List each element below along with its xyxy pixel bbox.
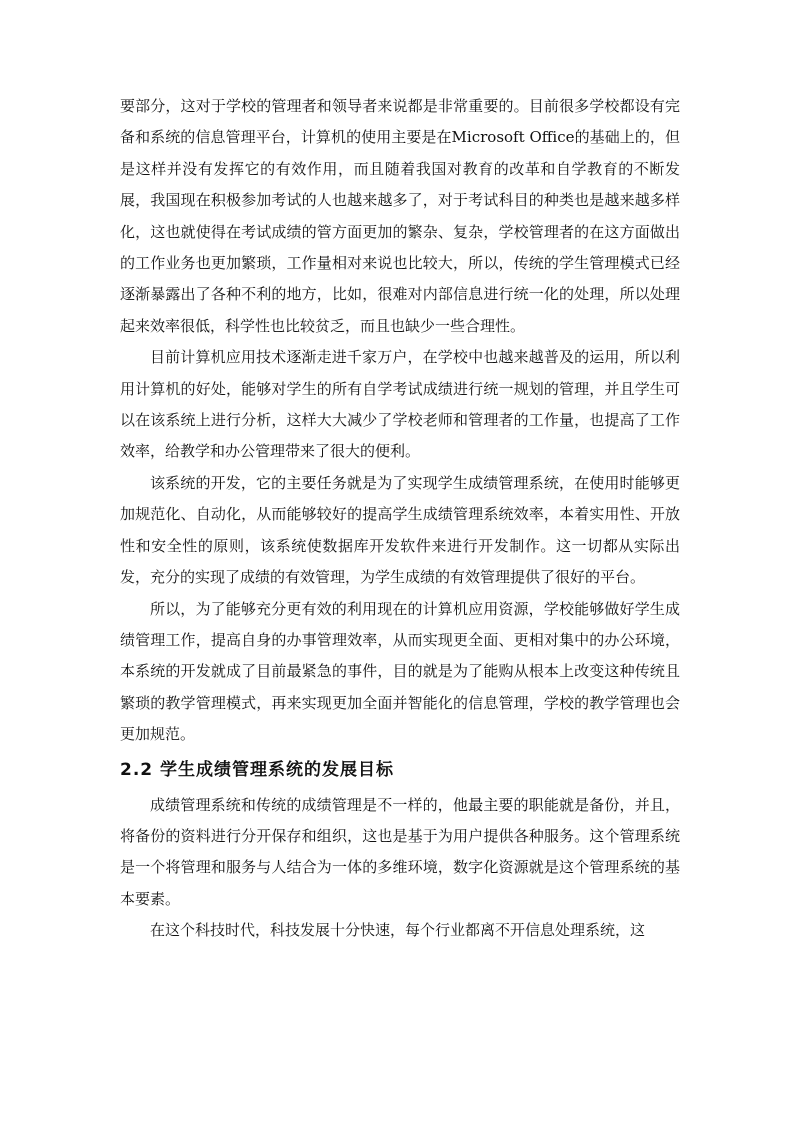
paragraph-4: 所以，为了能够充分更有效的利用现在的计算机应用资源，学校能够做好学生成绩管理工作，提高自身的办事管理效率，从而实现更全面、更相对集中的办公环境，本系统的开发就成了目前最紧急的事件，目的就是为了能购从根本上改变这种传统且繁琐的教学管理模式，再来实现更加全面并智能化的信息管理，学校的教学管理也会更加规范。 bbox=[120, 599, 680, 744]
document-body bbox=[120, 91, 680, 947]
section-heading: 2.2 学生成绩管理系统的发展目标 bbox=[120, 759, 395, 780]
paragraph-6: 在这个科技时代，科技发展十分快速，每个行业都离不开信息处理系统，这 bbox=[150, 921, 646, 940]
paragraph-5: 成绩管理系统和传统的成绩管理是不一样的，他最主要的职能就是备份，并且，将备份的资料进行分开保存和组织，这也是基于为用户提供各种服务。这个管理系统是一个将管理和服务与人结合为一体的多维环境，数字化资源就是这个管理系统的基本要素。 bbox=[120, 795, 680, 908]
paragraph-3: 该系统的开发，它的主要任务就是为了实现学生成绩管理系统，在使用时能够更加规范化、自动化，从而能够较好的提高学生成绩管理系统效率，本着实用性、开放性和安全性的原则，该系统使数据库开发软件来进行开发制作。这一切都从实际出发，充分的实现了成绩的有效管理，为学生成绩的有效管理提供了很好的平台。 bbox=[120, 473, 680, 587]
paragraph-1: 要部分，这对于学校的管理者和领导者来说都是非常重要的。目前很多学校都设有完备和系统的信息管理平台，计算机的使用主要是在Microsoft Office的基础上的，但是这样并没有发挥它的有效作用，而且随着我国对教育的改革和自学教育的不断发展，我国现在积极参加考试的人也越来越多了，对于考试科目的种类也是越来越多样化，这也就使得在考试成绩的管方面更加的繁杂、复杂，学校管理者的在这方面做出的工作业务也更加繁琐，工作量相对来说也比较大，所以，传统的学生管理模式已经逐渐暴露出了各种不利的地方，比如，很难对内部信息进行统一化的处理，所以处理起来效率很低，科学性也比较贫乏，而且也缺少一些合理性。 bbox=[120, 97, 680, 335]
paragraph-2: 目前计算机应用技术逐渐走进千家万户，在学校中也越来越普及的运用，所以利用计算机的好处，能够对学生的所有自学考试成绩进行统一规划的管理，并且学生可以在该系统上进行分析，这样大大减少了学校老师和管理者的工作量，也提高了工作效率，给教学和办公管理带来了很大的便利。 bbox=[120, 348, 680, 461]
